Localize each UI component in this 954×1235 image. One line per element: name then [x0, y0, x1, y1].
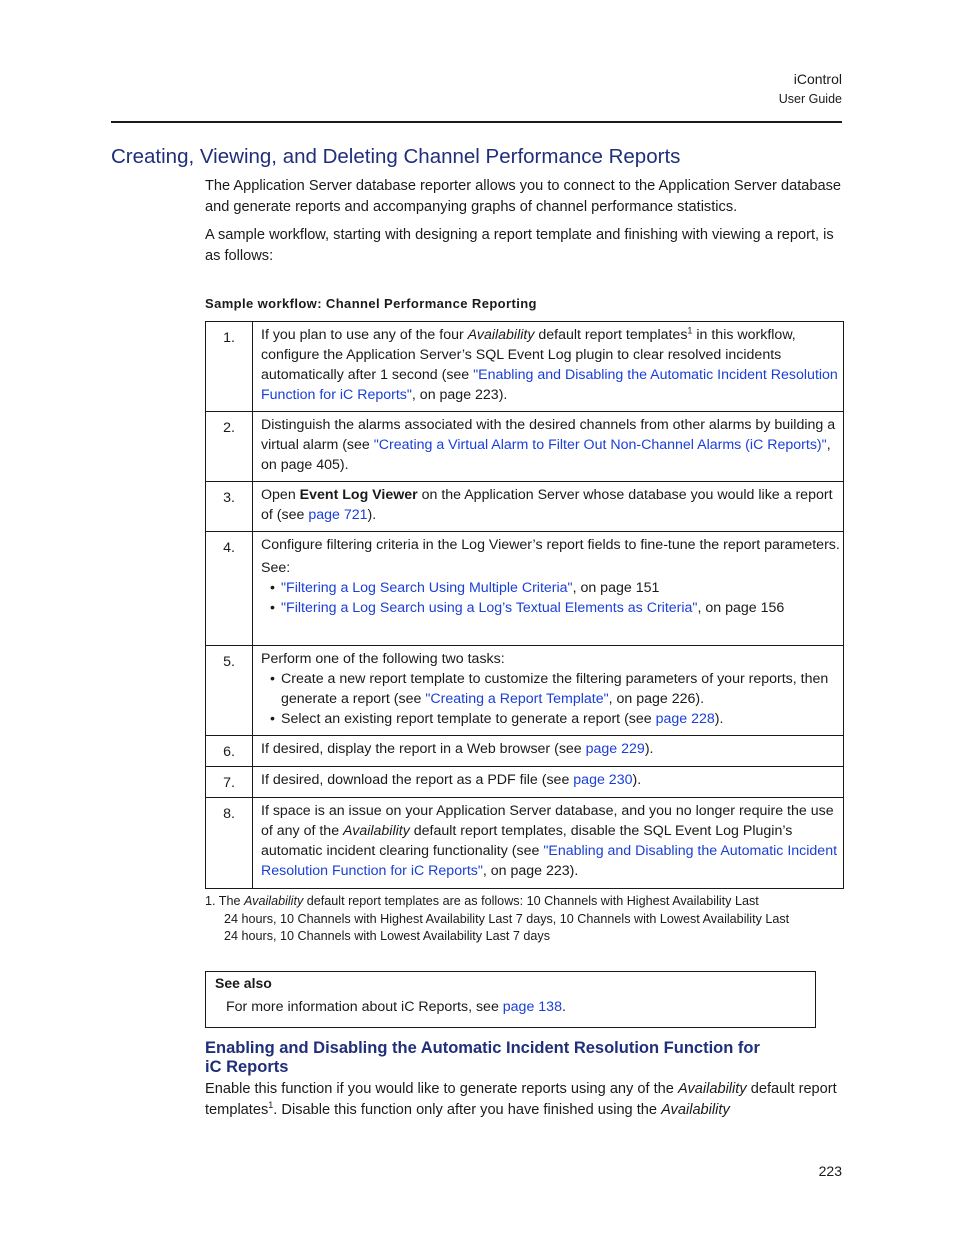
step-text: If you plan to use any of the four Availability default report templates$^1$ in this workflow, configure the Application Server’s SQL Event Log plugin to clear resolved incidents automatically after 1 second (see "Enabling and Disabling the Automatic Incident Resolution Function for iC Reports", on page 223).	[253, 322, 844, 412]
step-number: 5.	[206, 646, 253, 736]
list-item: • "Filtering a Log Search using a Log’s Textual Elements as Criteria", on page 156	[281, 598, 841, 618]
step-number: 8.	[206, 798, 253, 889]
table-row	[206, 532, 844, 646]
link-creating-virtual-alarm[interactable]: "Creating a Virtual Alarm to Filter Out Non-Channel Alarms (iC Reports)"	[373, 437, 827, 453]
footnote-ref: 1	[268, 1099, 274, 1110]
list-item: • "Filtering a Log Search Using Multiple Criteria", on page 151	[281, 578, 841, 598]
step-text: If desired, display the report in a Web browser (see page 229).	[253, 736, 844, 767]
step-text: Distinguish the alarms associated with the desired channels from other alarms by building a virtual alarm (see "Creating a Virtual Alarm to Filter Out Non-Channel Alarms (iC Reports)", on page 405).	[253, 412, 844, 482]
link-creating-report-template[interactable]: "Creating a Report Template"	[425, 691, 609, 707]
table-row	[206, 322, 844, 412]
table-row	[206, 798, 844, 889]
step-number: 4.	[206, 532, 253, 646]
see-also-text: For more information about iC Reports, see page 138.	[226, 999, 566, 1015]
intro-paragraph-2: A sample workflow, starting with designing a report template and finishing with viewing a report, is as follows:	[205, 227, 834, 264]
step-number: 6.	[206, 736, 253, 767]
section-title: Creating, Viewing, and Deleting Channel Performance Reports	[111, 145, 681, 168]
link-enabling-disabling-auto-resolution[interactable]: "Enabling and Disabling the Automatic Incident Resolution Function for iC Reports"	[261, 843, 838, 879]
link-page-721[interactable]: page 721	[308, 507, 368, 523]
footnote-ref: 1	[687, 325, 693, 336]
header-rule	[111, 121, 842, 123]
see-also-title: See also	[215, 975, 272, 991]
workflow-table	[205, 321, 844, 889]
link-page-229[interactable]: page 229	[585, 741, 645, 757]
step-text: If space is an issue on your Application Server database, and you no longer require the use of any of the Availability default report templates, disable the SQL Event Log Plugin’s automatic incident clearing functionality (see "Enabling and Disabling the Automatic Incident Resolution Function for iC Reports", on page 223).	[253, 798, 844, 889]
step-text: Perform one of the following two tasks: • Create a new report template to customize the filtering parameters of your reports, then generate a report (see "Creating a Report Template", on page 226). • Select an existing report template to generate a report (see page 228).	[253, 646, 844, 736]
list-item: • Select an existing report template to generate a report (see page 228).	[281, 709, 841, 729]
link-filtering-textual-elements[interactable]: "Filtering a Log Search using a Log’s Textual Elements as Criteria"	[281, 600, 698, 616]
table-row	[206, 646, 844, 736]
step-text: Configure filtering criteria in the Log Viewer’s report fields to fine-tune the report parameters. See: • "Filtering a Log Search Using Multiple Criteria", on page 151 • "Filtering a Log Search using a Log’s Textual Elements as Criteria", on page 156	[253, 532, 844, 646]
table-row	[206, 736, 844, 767]
subsection-paragraph: Enable this function if you would like to generate reports using any of the Availability default report templates$^1$. Disable this function only after you have finished using the Availability	[205, 1081, 837, 1118]
step-number: 3.	[206, 482, 253, 532]
link-filtering-multiple-criteria[interactable]: "Filtering a Log Search Using Multiple Criteria"	[281, 580, 573, 596]
step-text: If desired, download the report as a PDF file (see page 230).	[253, 767, 844, 798]
list-item: • Create a new report template to customize the filtering parameters of your reports, then generate a report (see "Creating a Report Template", on page 226).	[281, 669, 841, 709]
table-row	[206, 767, 844, 798]
link-page-228[interactable]: page 228	[655, 711, 715, 727]
event-log-viewer-label: Event Log Viewer	[299, 487, 418, 503]
footnote-number: 1.	[205, 894, 216, 908]
link-page-138[interactable]: page 138	[502, 999, 562, 1015]
subsection-title: Enabling and Disabling the Automatic Incident Resolution Function for iC Reports	[205, 1039, 760, 1076]
table-caption: Sample workflow: Channel Performance Reporting	[205, 296, 537, 311]
step-number: 1.	[206, 322, 253, 412]
link-enabling-disabling-auto-resolution[interactable]: "Enabling and Disabling the Automatic Incident Resolution Function for iC Reports"	[261, 367, 838, 403]
see-also-box	[205, 971, 816, 1028]
footnote: 1. The Availability default report templates are as follows: 10 Channels with Highest Availability Last 24 hours, 10 Channels with Highest Availability Last 7 days, 10 Channels with Lowest Availability Last 24 hours, 10 Channels with Lowest Availability Last 7 days	[205, 894, 790, 944]
page-number: 223	[818, 1163, 842, 1179]
intro-paragraph-1: The Application Server database reporter allows you to connect to the Application Server database and generate reports and accompanying graphs of channel performance statistics.	[205, 178, 842, 215]
table-row	[206, 482, 844, 532]
header-guide: User Guide	[778, 92, 842, 106]
table-row	[206, 412, 844, 482]
link-page-230[interactable]: page 230	[573, 772, 633, 788]
step-text: Open Event Log Viewer on the Application Server whose database you would like a report of (see page 721).	[253, 482, 844, 532]
step-number: 7.	[206, 767, 253, 798]
header-product: iControl	[793, 71, 842, 87]
step-number: 2.	[206, 412, 253, 482]
